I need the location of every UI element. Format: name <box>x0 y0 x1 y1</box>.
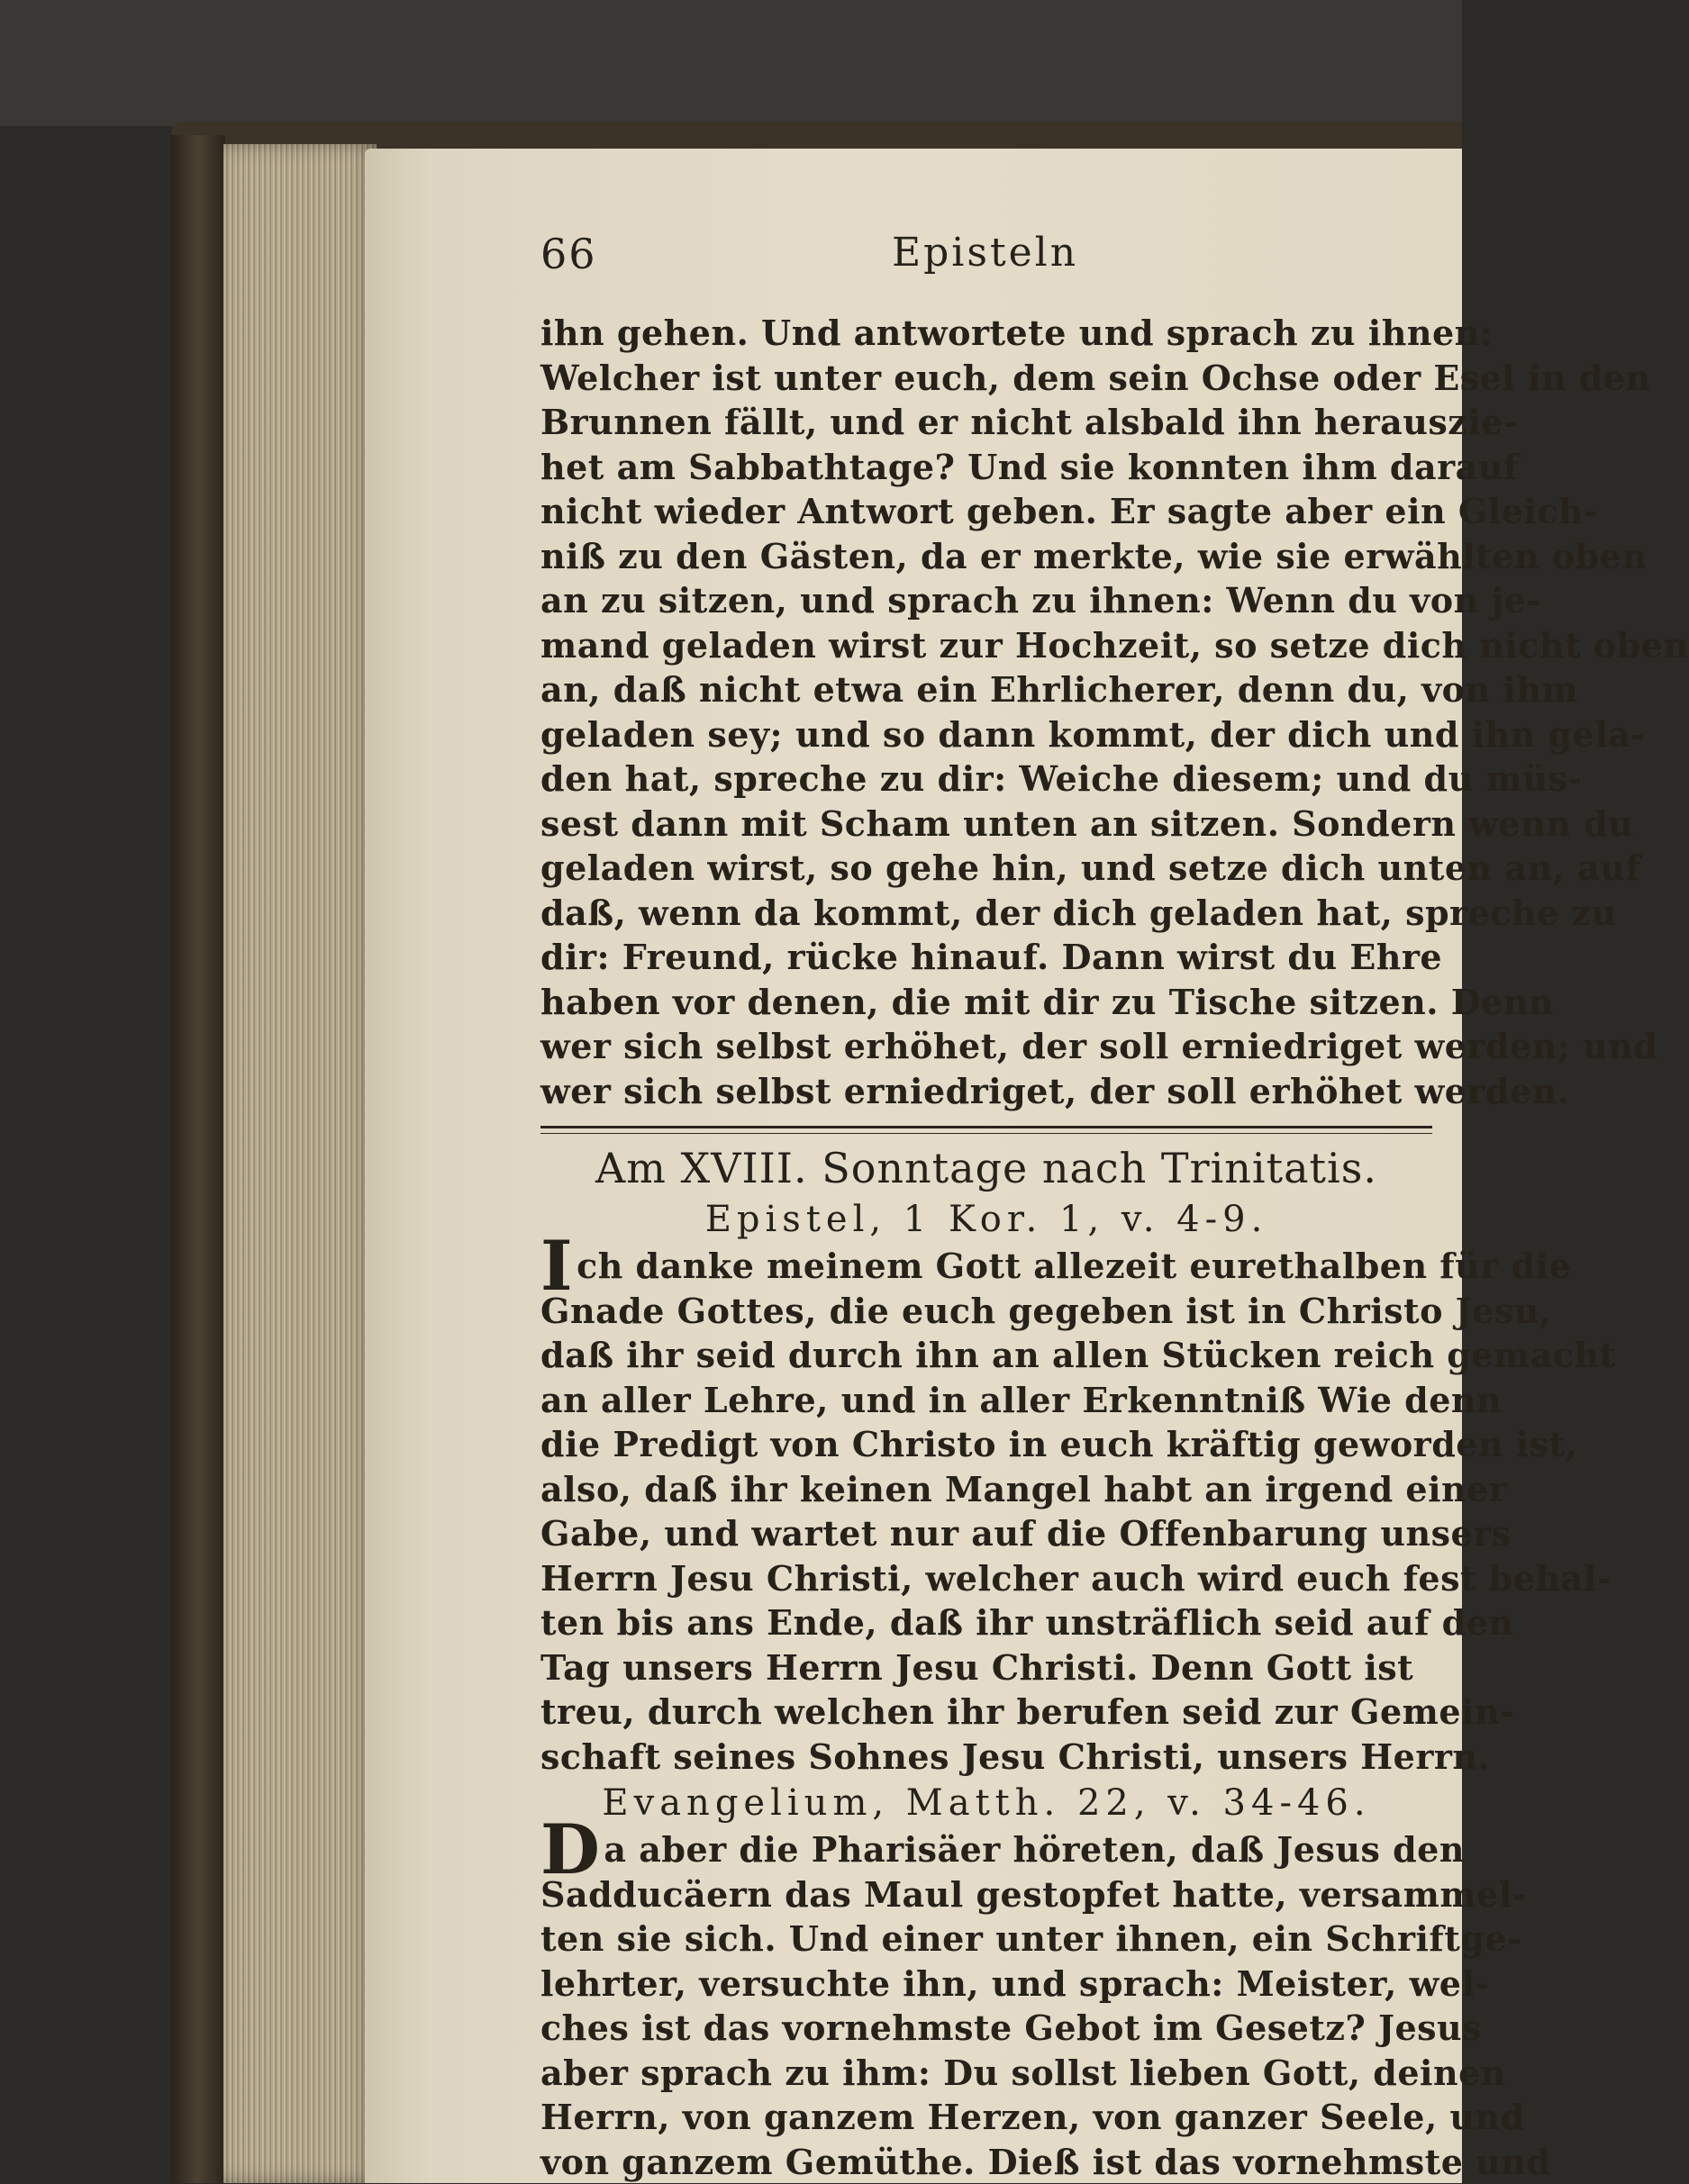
text-line: Sadducäern das Maul gestopfet hatte, versammel- <box>540 1872 1432 1917</box>
text-line: schaft seines Sohnes Jesu Christi, unsers Herrn. <box>540 1735 1432 1780</box>
book-page <box>365 149 1462 2183</box>
text-line: wer sich selbst erhöhet, der soll erniedriget werden; und <box>540 1024 1432 1069</box>
text-line: aber sprach zu ihm: Du sollst lieben Gott, deinen <box>540 2051 1432 2096</box>
text-line: geladen sey; und so dann kommt, der dich und ihn gela- <box>540 712 1432 757</box>
text-line: sest dann mit Scham unten an sitzen. Sondern wenn du <box>540 802 1432 847</box>
text-line: dir: Freund, rücke hinauf. Dann wirst du Ehre <box>540 935 1432 980</box>
book-spine <box>171 135 225 2183</box>
text-line: also, daß ihr keinen Mangel habt an irgend einer <box>540 1467 1432 1512</box>
text-line <box>540 1827 1432 1872</box>
text-line: Brunnen fällt, und er nicht alsbald ihn herauszie- <box>540 400 1432 445</box>
gospel-text <box>540 1827 1432 2184</box>
text-line: ten sie sich. Und einer unter ihnen, ein Schriftge- <box>540 1917 1432 1962</box>
text-line: haben vor denen, die mit dir zu Tische sitzen. Denn <box>540 980 1432 1025</box>
epistle-text <box>540 1244 1432 1779</box>
text-line: Tag unsers Herrn Jesu Christi. Denn Gott ist <box>540 1645 1432 1690</box>
running-head: Episteln <box>892 230 1078 276</box>
text-line: Gnade Gottes, die euch gegeben ist in Christo Jesu, <box>540 1289 1432 1334</box>
text-line: die Predigt von Christo in euch kräftig geworden ist, <box>540 1422 1432 1467</box>
text-line: den hat, spreche zu dir: Weiche diesem; und du müs- <box>540 757 1432 802</box>
text-line: Welcher ist unter euch, dem sein Ochse oder Esel in den <box>540 356 1432 401</box>
sunday-title: Am XVIII. Sonntage nach Trinitatis. <box>540 1141 1432 1195</box>
background-top <box>0 0 1462 126</box>
page-header <box>540 230 1432 311</box>
text-line: von ganzem Gemüthe. Dieß ist das vornehmste und <box>540 2140 1432 2184</box>
text-line: daß, wenn da kommt, der dich geladen hat, spreche zu <box>540 891 1432 936</box>
page-text-block <box>540 230 1432 2184</box>
text-line: daß ihr seid durch ihn an allen Stücken reich gemacht <box>540 1333 1432 1378</box>
epistle-heading: Epistel, 1 Kor. 1, v. 4-9. <box>540 1195 1432 1244</box>
text-line: an aller Lehre, und in aller Erkenntniß Wie denn <box>540 1378 1432 1423</box>
text-line: nicht wieder Antwort geben. Er sagte aber ein Gleich- <box>540 489 1432 534</box>
first-line-text: ch danke meinem Gott allezeit eurethalben für die <box>577 1246 1571 1286</box>
text-line: het am Sabbathtage? Und sie konnten ihm darauf <box>540 445 1432 490</box>
text-line: Herrn, von ganzem Herzen, von ganzer Seele, und <box>540 2095 1432 2140</box>
text-line: ihn gehen. Und antwortete und sprach zu ihnen: <box>540 311 1432 356</box>
text-line: an zu sitzen, und sprach zu ihnen: Wenn du von je- <box>540 578 1432 623</box>
text-line <box>540 1244 1432 1289</box>
text-line: an, daß nicht etwa ein Ehrlicherer, denn du, von ihm <box>540 667 1432 712</box>
text-line: wer sich selbst erniedriget, der soll erhöhet werden. <box>540 1069 1432 1114</box>
drop-initial: I <box>540 1244 573 1288</box>
text-line: treu, durch welchen ihr berufen seid zur Gemein- <box>540 1690 1432 1735</box>
section-divider <box>540 1126 1432 1134</box>
first-line-text: a aber die Pharisäer höreten, daß Jesus den <box>604 1829 1465 1870</box>
text-line: Gabe, und wartet nur auf die Offenbarung unsers <box>540 1511 1432 1556</box>
text-line: ches ist das vornehmste Gebot im Gesetz? Jesus <box>540 2006 1432 2051</box>
text-line: geladen wirst, so gehe hin, und setze dich unten an, auf <box>540 846 1432 891</box>
text-line: mand geladen wirst zur Hochzeit, so setze dich nicht oben <box>540 623 1432 668</box>
text-line: lehrter, versuchte ihn, und sprach: Meister, wel- <box>540 1962 1432 2007</box>
page-edges <box>223 144 377 2183</box>
page-number: 66 <box>540 230 597 278</box>
text-line: ten bis ans Ende, daß ihr unsträflich seid auf den <box>540 1600 1432 1645</box>
drop-initial: D <box>540 1827 600 1871</box>
text-line: niß zu den Gästen, da er merkte, wie sie erwählten oben <box>540 534 1432 579</box>
gospel-heading: Evangelium, Matth. 22, v. 34-46. <box>540 1779 1432 1827</box>
text-line: Herrn Jesu Christi, welcher auch wird euch fest behal- <box>540 1556 1432 1601</box>
section1-text <box>540 311 1432 1113</box>
